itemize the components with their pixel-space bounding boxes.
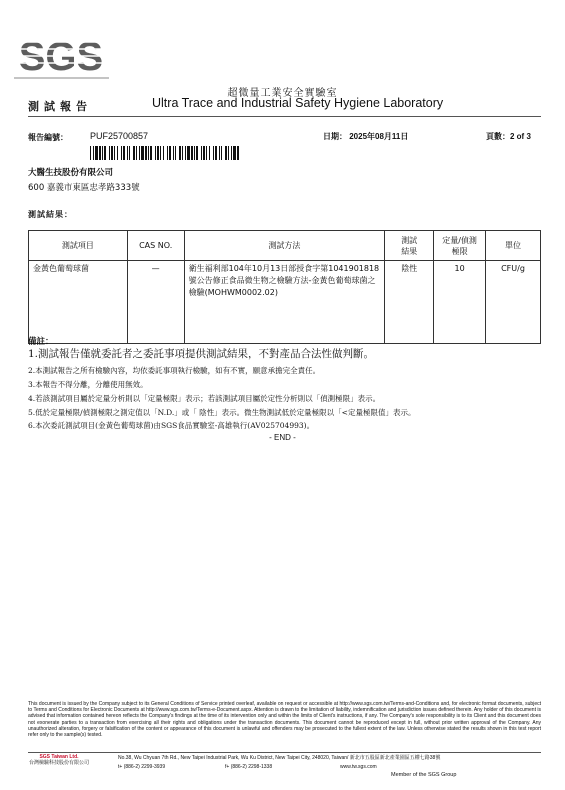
header-cas-no: CAS NO. [127,231,184,261]
header-divider [28,116,541,117]
table-row [29,261,541,344]
note-3: 3.本報告不得分離，分離使用無效。 [28,380,148,389]
footer-fax: f+ (886-2) 2298-1338 [225,764,273,770]
lab-name-chinese: 超微量工業安全實驗室 [227,88,338,99]
note-5: 5.低於定量極限/偵測極限之測定值以「N.D.」或「 陰性」表示。微生物測試低於定量極限以「<定量極限值」表示。 [28,408,416,417]
footer-company [28,754,90,766]
barcode [90,146,240,160]
lab-name-english: Ultra Trace and Industrial Safety Hygiene Laboratory [152,96,444,110]
footer-divider [28,752,541,753]
results-label: 測試結果： [28,210,73,219]
header-test-method: 測試方法 [184,231,385,261]
cell-unit: CFU/g [486,261,541,344]
note-2: 2.本測試報告之所有檢驗內容，均依委託事項執行檢驗，如有不實，願意承擔完全責任。 [28,366,321,375]
header-test-item: 測試項目 [29,231,128,261]
cell-cas-no: — [127,261,184,344]
footer-website: www.tw.sgs.com [340,764,377,770]
report-title-chinese: 測試報告 [28,100,92,113]
note-6: 6.本次委託測試項目(金黃色葡萄球菌)由SGS食品實驗室-高雄執行(AV025704993)。 [28,421,315,430]
client-address: 600 嘉義市東區忠孝路333號 [28,183,140,193]
report-date: 日期： 2025年08月11日 [323,132,409,141]
cell-result: 陰性 [385,261,434,344]
client-name: 大醫生技股份有限公司 [28,168,114,178]
table-header-row [29,231,541,261]
member-sgs-group: Member of the SGS Group [391,772,457,778]
cell-test-item: 金黃色葡萄球菌 [29,261,128,344]
header-unit: 單位 [486,231,541,261]
note-4: 4.若該測試項目屬於定量分析則以「定量極限」表示；若該測試項目屬於定性分析則以「偵測極限」表示。 [28,394,381,403]
cell-test-method: 衛生福利部104年10月13日部授食字第1041901818號公告修正食品微生物之檢驗方法-金黃色葡萄球菌之檢驗(MOHWM0002.02) [184,261,385,344]
end-marker: - END - [269,433,296,442]
results-table [28,230,541,344]
svg-text:SGS: SGS [18,35,104,79]
header-result: 測試 結果 [385,231,434,261]
sgs-logo [14,30,109,90]
footer-tel: t+ (886-2) 2299-3939 [118,764,166,770]
legal-disclaimer: This document is issued by the Company subject to its General Conditions of Service printed overleaf, available on request or accessible at http://www.sgs.com.tw/Terms-and-Conditions and, for electronic format documents, subject to Terms and Conditions for Electronic Documents at http://www.sgs.com.tw/Terms-e-Document.aspx. Attention is drawn to the limitation of liability, indemnification and jurisdiction issues defined therein. Any holder of this document is advised that information contained hereon reflects the Company's findings at the time of its intervention only and within the limits of Client's instructions, if any. The Company's sole responsibility is to its Client and this document does not exonerate parties to a transaction from exercising all their rights and obligations under the transaction documents. This document cannot be reproduced except in full, without prior written approval of the Company. Any unauthorized alteration, forgery or falsification of the content or appearance of this document is unlawful and offenders may be prosecuted to the fullest extent of the law. Unless otherwise stated the results shown in this test report refer only to the sample(s) tested. [28,701,541,739]
cell-limit: 10 [434,261,486,344]
footer-company-cn: 台灣檢驗科技股份有限公司 [28,760,89,766]
notes-heading: 備註： [28,337,54,347]
report-number: PUF25700857 [90,131,149,141]
page-number: 頁數：2 of 3 [486,132,531,141]
report-number-label: 報告編號： [28,133,68,142]
footer-address: No.38, Wu Chyuan 7th Rd., New Taipei Industrial Park, Wu Ku District, New Taipei City, 248020, Taiwan/ 新北市五股區新北產業園區五權七路38號 [118,755,441,761]
footer-company-en: SGS Taiwan Ltd. [39,754,79,760]
note-1: 1.測試報告僅就委託者之委託事項提供測試結果，不對產品合法性做判斷。 [28,348,375,360]
header-limit: 定量/偵測 極限 [434,231,486,261]
